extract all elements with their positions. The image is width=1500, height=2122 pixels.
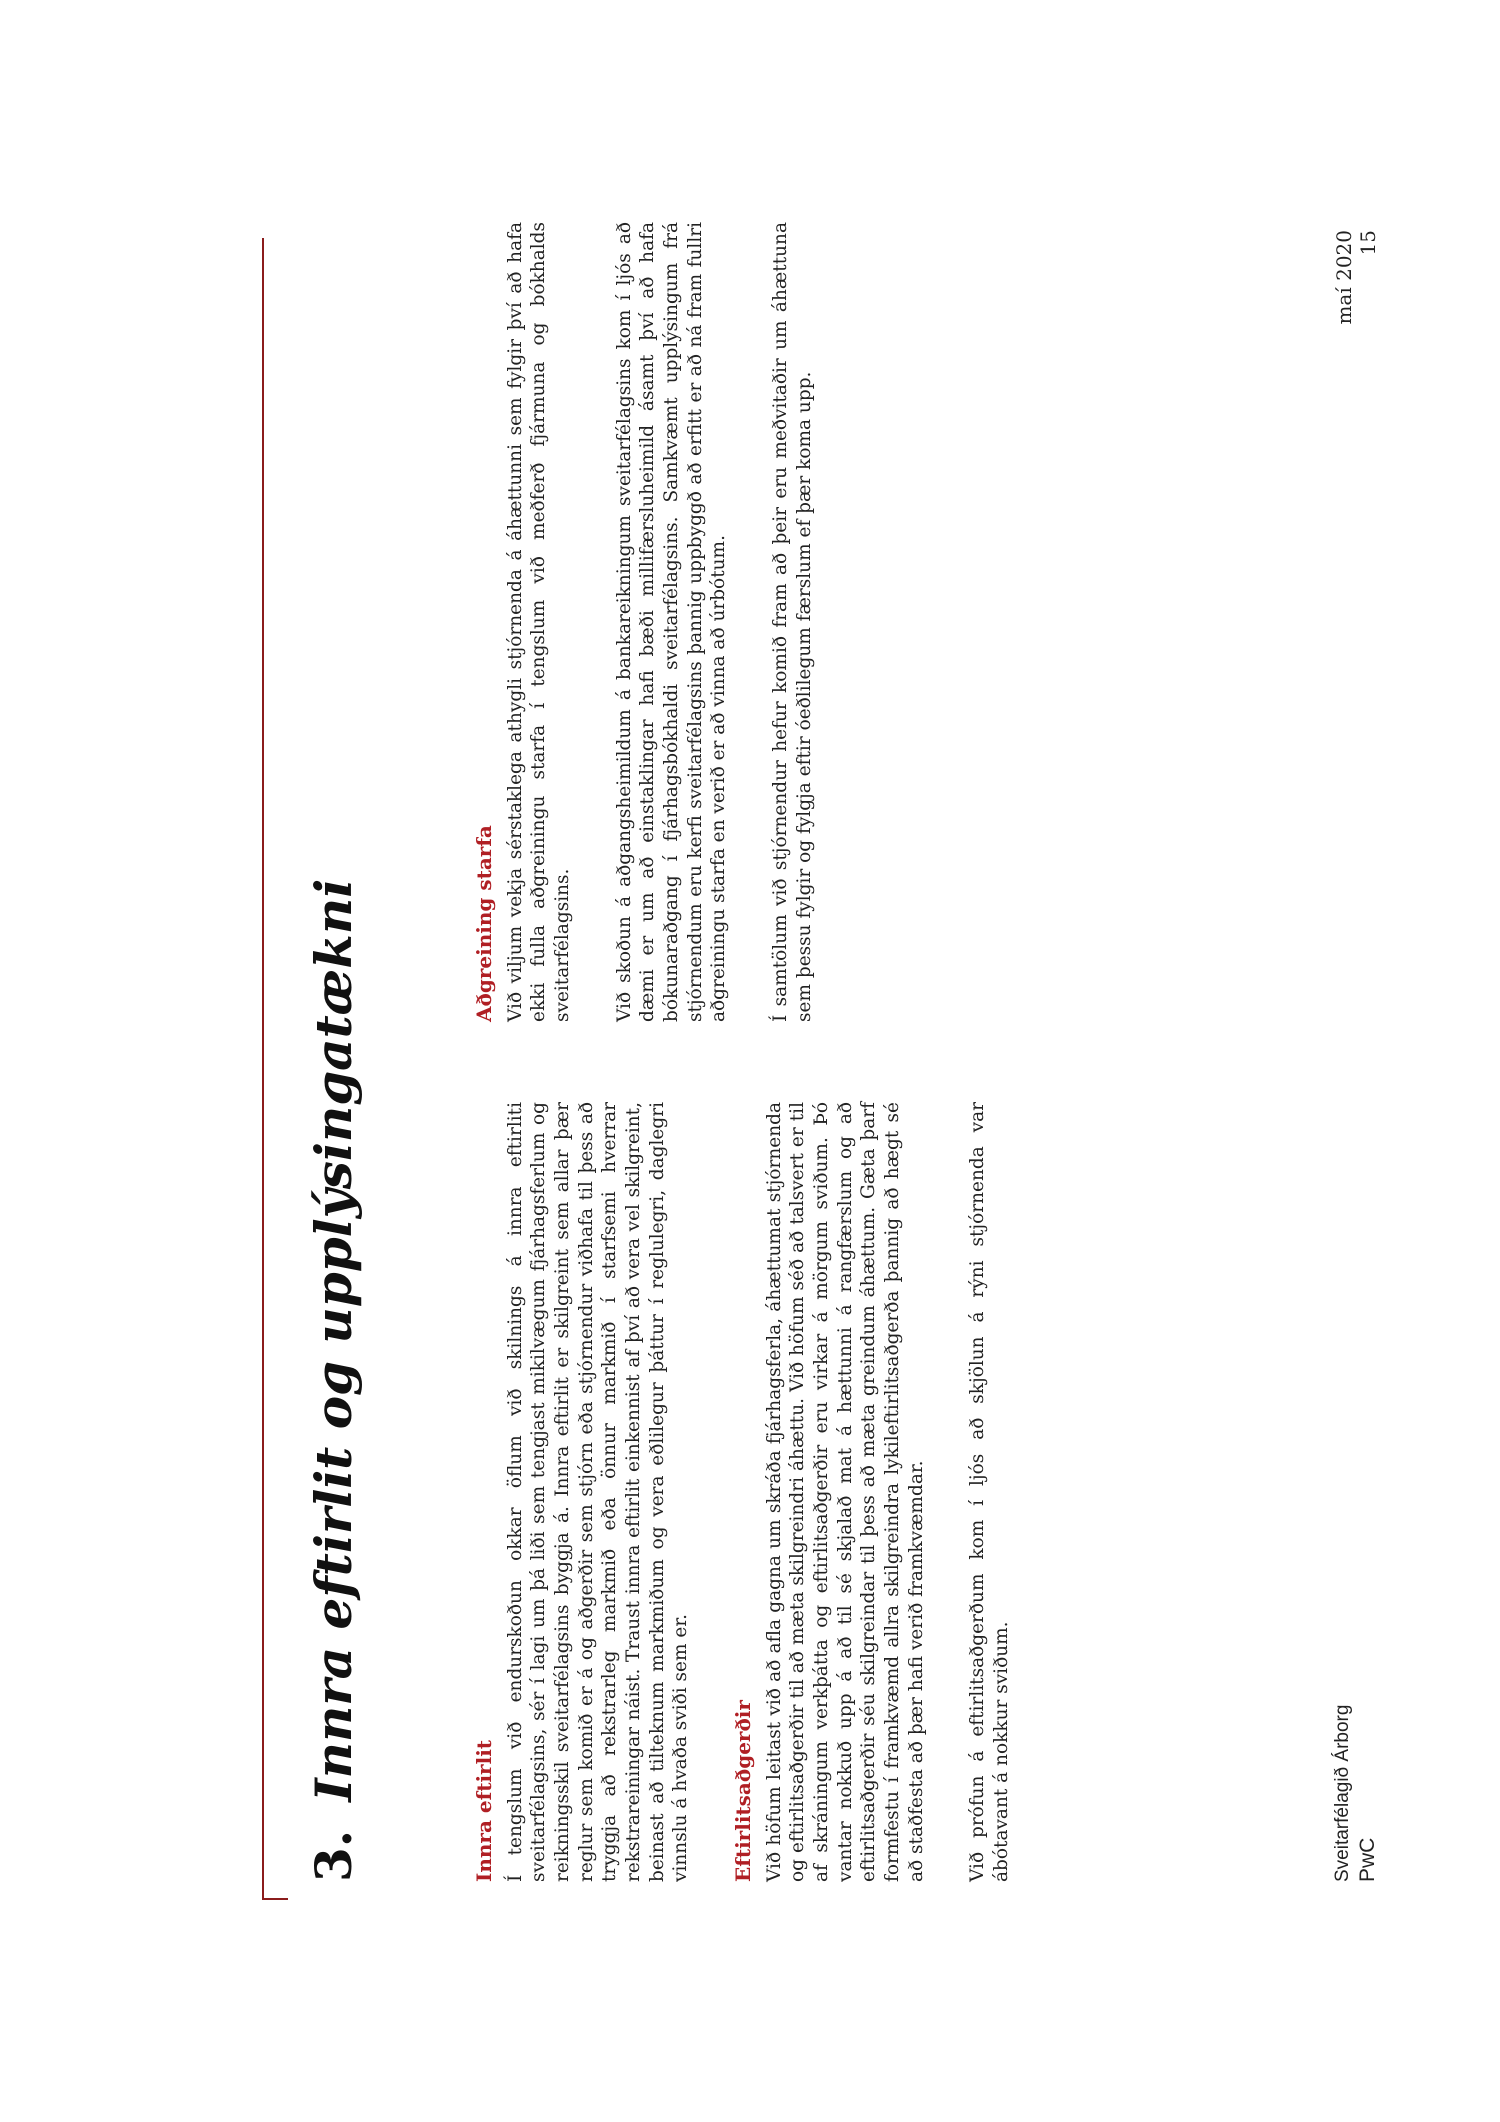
paragraph-eftirlitsadgerdir: Við höfum leitast við að afla gagna um skráða fjárhagsferla, áhættumat stjórnenda og eftirlitsaðgerðir til að mæta skilgreindri áhættu. Við höfum séð að talsvert er til af skráningum verkþátta og eftirlitsaðgerðir eru virkar á mörgum sviðum. Þó vantar nokkuð upp á að til sé skjalað mat á hættunni á rangfærslum og að eftirlitsaðgerðir séu skilgreindar til þess að mæta greindum áhættum. Gæta þarf formfestu í framkvæmd allra skilgreindra lykileftirlitsaðgerða þannig að hægt sé að staðfesta að þær hafi verið framkvæmdar. (763, 1102, 927, 1882)
section-number: 3. (304, 1829, 363, 1882)
heading-eftirlitsadgerdir: Eftirlitsaðgerðir (730, 1700, 755, 1882)
section-title-text: Innra eftirlit og upplýsingatækni (304, 878, 363, 1802)
section-title (304, 879, 363, 1882)
heading-innra-eftirlit: Innra eftirlit (472, 1739, 496, 1882)
footer-left (1332, 1705, 1380, 1882)
footer-right (1332, 230, 1380, 340)
paragraph-adgreining: Við viljum vekja sérstaklega athygli stjórnenda á áhættunni sem fylgir því að hafa ekki fulla aðgreiningu starfa í tengslum við meðferð fjármuna og bókhalds sveitarfélagsins. (504, 222, 573, 1022)
left-column (472, 1102, 1014, 1882)
corner-rule (262, 1898, 288, 1900)
paragraph-adgreining-3: Í samtölum við stjórnendur hefur komið fram að þeir eru meðvitaðir um áhættuna sem þessu fylgir og fylgja eftir óeðlilegum færslum ef þær koma upp. (769, 222, 815, 1022)
footer-date: maí 2020 (1332, 230, 1356, 325)
paragraph-adgreining-2: Við skoðun á aðgangsheimildum á bankareikningum sveitarfélagsins kom í ljós að dæmi er um að einstaklingar hafi bæði millifærsluheimild ásamt því að hafa bókunaraðgang í fjárhagsbókhaldi sveitarfélagsins. Samkvæmt upplýsingum frá stjórnendum eru kerfi sveitarfélagsins þannig uppbyggð að erfitt er að ná fram fullri aðgreiningu starfa en verið er að vinna að úrbótum. (613, 222, 730, 1022)
paragraph-eftirlitsadgerdir-2: Við prófun á eftirlitsaðgerðum kom í ljós að skjölun á rýni stjórnenda var ábótavant á nokkur sviðum. (967, 1102, 1012, 1882)
page-number: 15 (1356, 230, 1380, 256)
top-rule (262, 238, 264, 1900)
paragraph-innra-eftirlit: Í tengslum við endurskoðun okkar öflum við skilnings á innra eftirliti sveitarfélagsins, sér í lagi um þá liði sem tengjast mikilvægum fjárhagsferlum og reikningsskil sveitarfélagsins byggja á. Innra eftirlit er skilgreint sem allar þær reglur sem komið er á og aðgerðir sem stjórn eða stjórnendur viðhafa til þess að tryggja að rekstrarleg markmið eða önnur markmið í starfsemi hverrar rekstrareiningar náist. Traust innra eftirlit einkennist af því að vera vel skilgreint, beinast að tilteknum markmiðum og vera eðlilegur þáttur í reglulegri, daglegri vinnslu á hvaða sviði sem er. (504, 1102, 692, 1882)
right-column (472, 222, 816, 1022)
footer-firm: PwC (1356, 1837, 1379, 1882)
footer-organization: Sveitarfélagið Árborg (1332, 1704, 1353, 1882)
rotated-slide (262, 0, 1500, 1900)
heading-adgreining: Aðgreining starfa (472, 825, 496, 1022)
